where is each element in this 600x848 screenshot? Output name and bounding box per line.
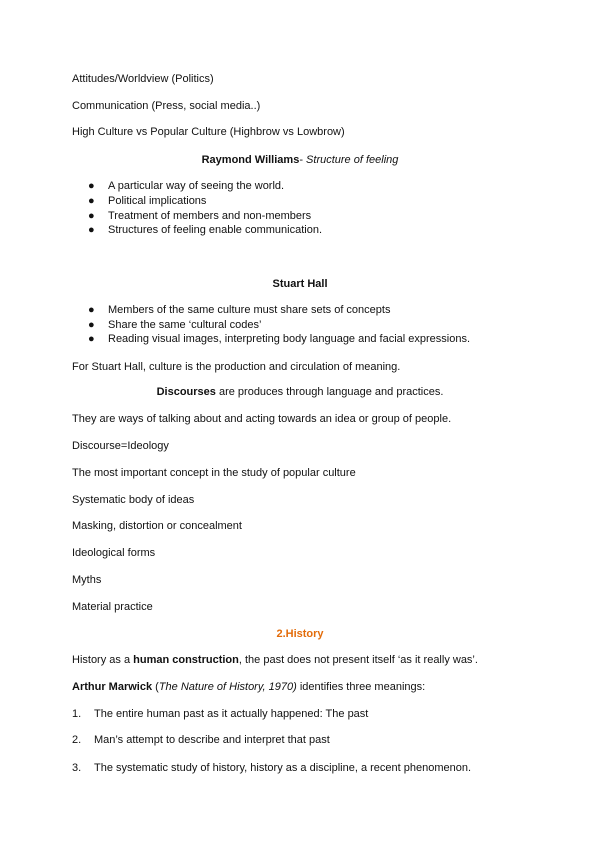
marwick-line: [72, 680, 425, 694]
list-item-text: Structures of feeling enable communication.: [108, 224, 323, 236]
history-intro-post: , the past does not present itself ‘as it really was’.: [238, 654, 478, 666]
history-intro-pre: History as a: [72, 654, 134, 666]
hall-summary: For Stuart Hall, culture is the production and circulation of meaning.: [72, 361, 401, 373]
williams-name: Raymond Williams: [201, 154, 300, 166]
intro-line-attitudes: Attitudes/Worldview (Politics): [72, 73, 214, 85]
marwick-post: identifies three meanings:: [296, 681, 426, 693]
bullet-icon: ●: [88, 180, 95, 192]
marwick-work: The Nature of History, 1970): [158, 681, 297, 693]
list-item-text: The entire human past as it actually happened: The past: [94, 708, 369, 720]
discourse-line: They are ways of talking about and acting towards an idea or group of people.: [72, 413, 452, 425]
bullet-icon: ●: [88, 210, 95, 222]
bullet-icon: ●: [88, 333, 95, 345]
list-item-text: Political implications: [108, 195, 207, 207]
list-item-text: Man’s attempt to describe and interpret that past: [94, 734, 330, 746]
williams-heading: [0, 153, 600, 167]
list-item-text: The systematic study of history, history as a discipline, a recent phenomenon.: [94, 762, 472, 774]
list-number: 1.: [72, 708, 82, 720]
history-heading: 2.History: [276, 628, 324, 640]
bullet-icon: ●: [88, 195, 95, 207]
bullet-icon: ●: [88, 224, 95, 236]
list-item-text: Members of the same culture must share sets of concepts: [108, 304, 391, 316]
intro-line-high-culture: High Culture vs Popular Culture (Highbrow vs Lowbrow): [72, 126, 345, 138]
list-number: 3.: [72, 762, 82, 774]
discourse-line: Systematic body of ideas: [72, 494, 195, 506]
discourses-term: Discourses: [156, 386, 216, 398]
discourse-line: Material practice: [72, 601, 153, 613]
list-item-text: Reading visual images, interpreting body language and facial expressions.: [108, 333, 471, 345]
intro-line-communication: Communication (Press, social media..): [72, 100, 261, 112]
discourse-line: Discourse=Ideology: [72, 440, 169, 452]
history-intro: [72, 653, 478, 667]
marwick-open: (: [152, 681, 159, 693]
discourse-line: Myths: [72, 574, 102, 586]
history-intro-bold: human construction: [133, 654, 239, 666]
list-item-text: A particular way of seeing the world.: [108, 180, 285, 192]
discourse-line: Ideological forms: [72, 547, 156, 559]
list-item-text: Share the same ‘cultural codes’: [108, 319, 262, 331]
list-number: 2.: [72, 734, 82, 746]
williams-separator: -: [299, 154, 307, 166]
discourse-line: Masking, distortion or concealment: [72, 520, 242, 532]
list-item-text: Treatment of members and non-members: [108, 210, 312, 222]
discourses-heading: [0, 385, 600, 399]
marwick-name: Arthur Marwick: [72, 681, 153, 693]
discourse-line: The most important concept in the study of popular culture: [72, 467, 356, 479]
williams-work: Structure of feeling: [306, 154, 399, 166]
bullet-icon: ●: [88, 304, 95, 316]
bullet-icon: ●: [88, 319, 95, 331]
discourses-rest: are produces through language and practices.: [215, 386, 444, 398]
hall-heading: Stuart Hall: [272, 278, 328, 290]
